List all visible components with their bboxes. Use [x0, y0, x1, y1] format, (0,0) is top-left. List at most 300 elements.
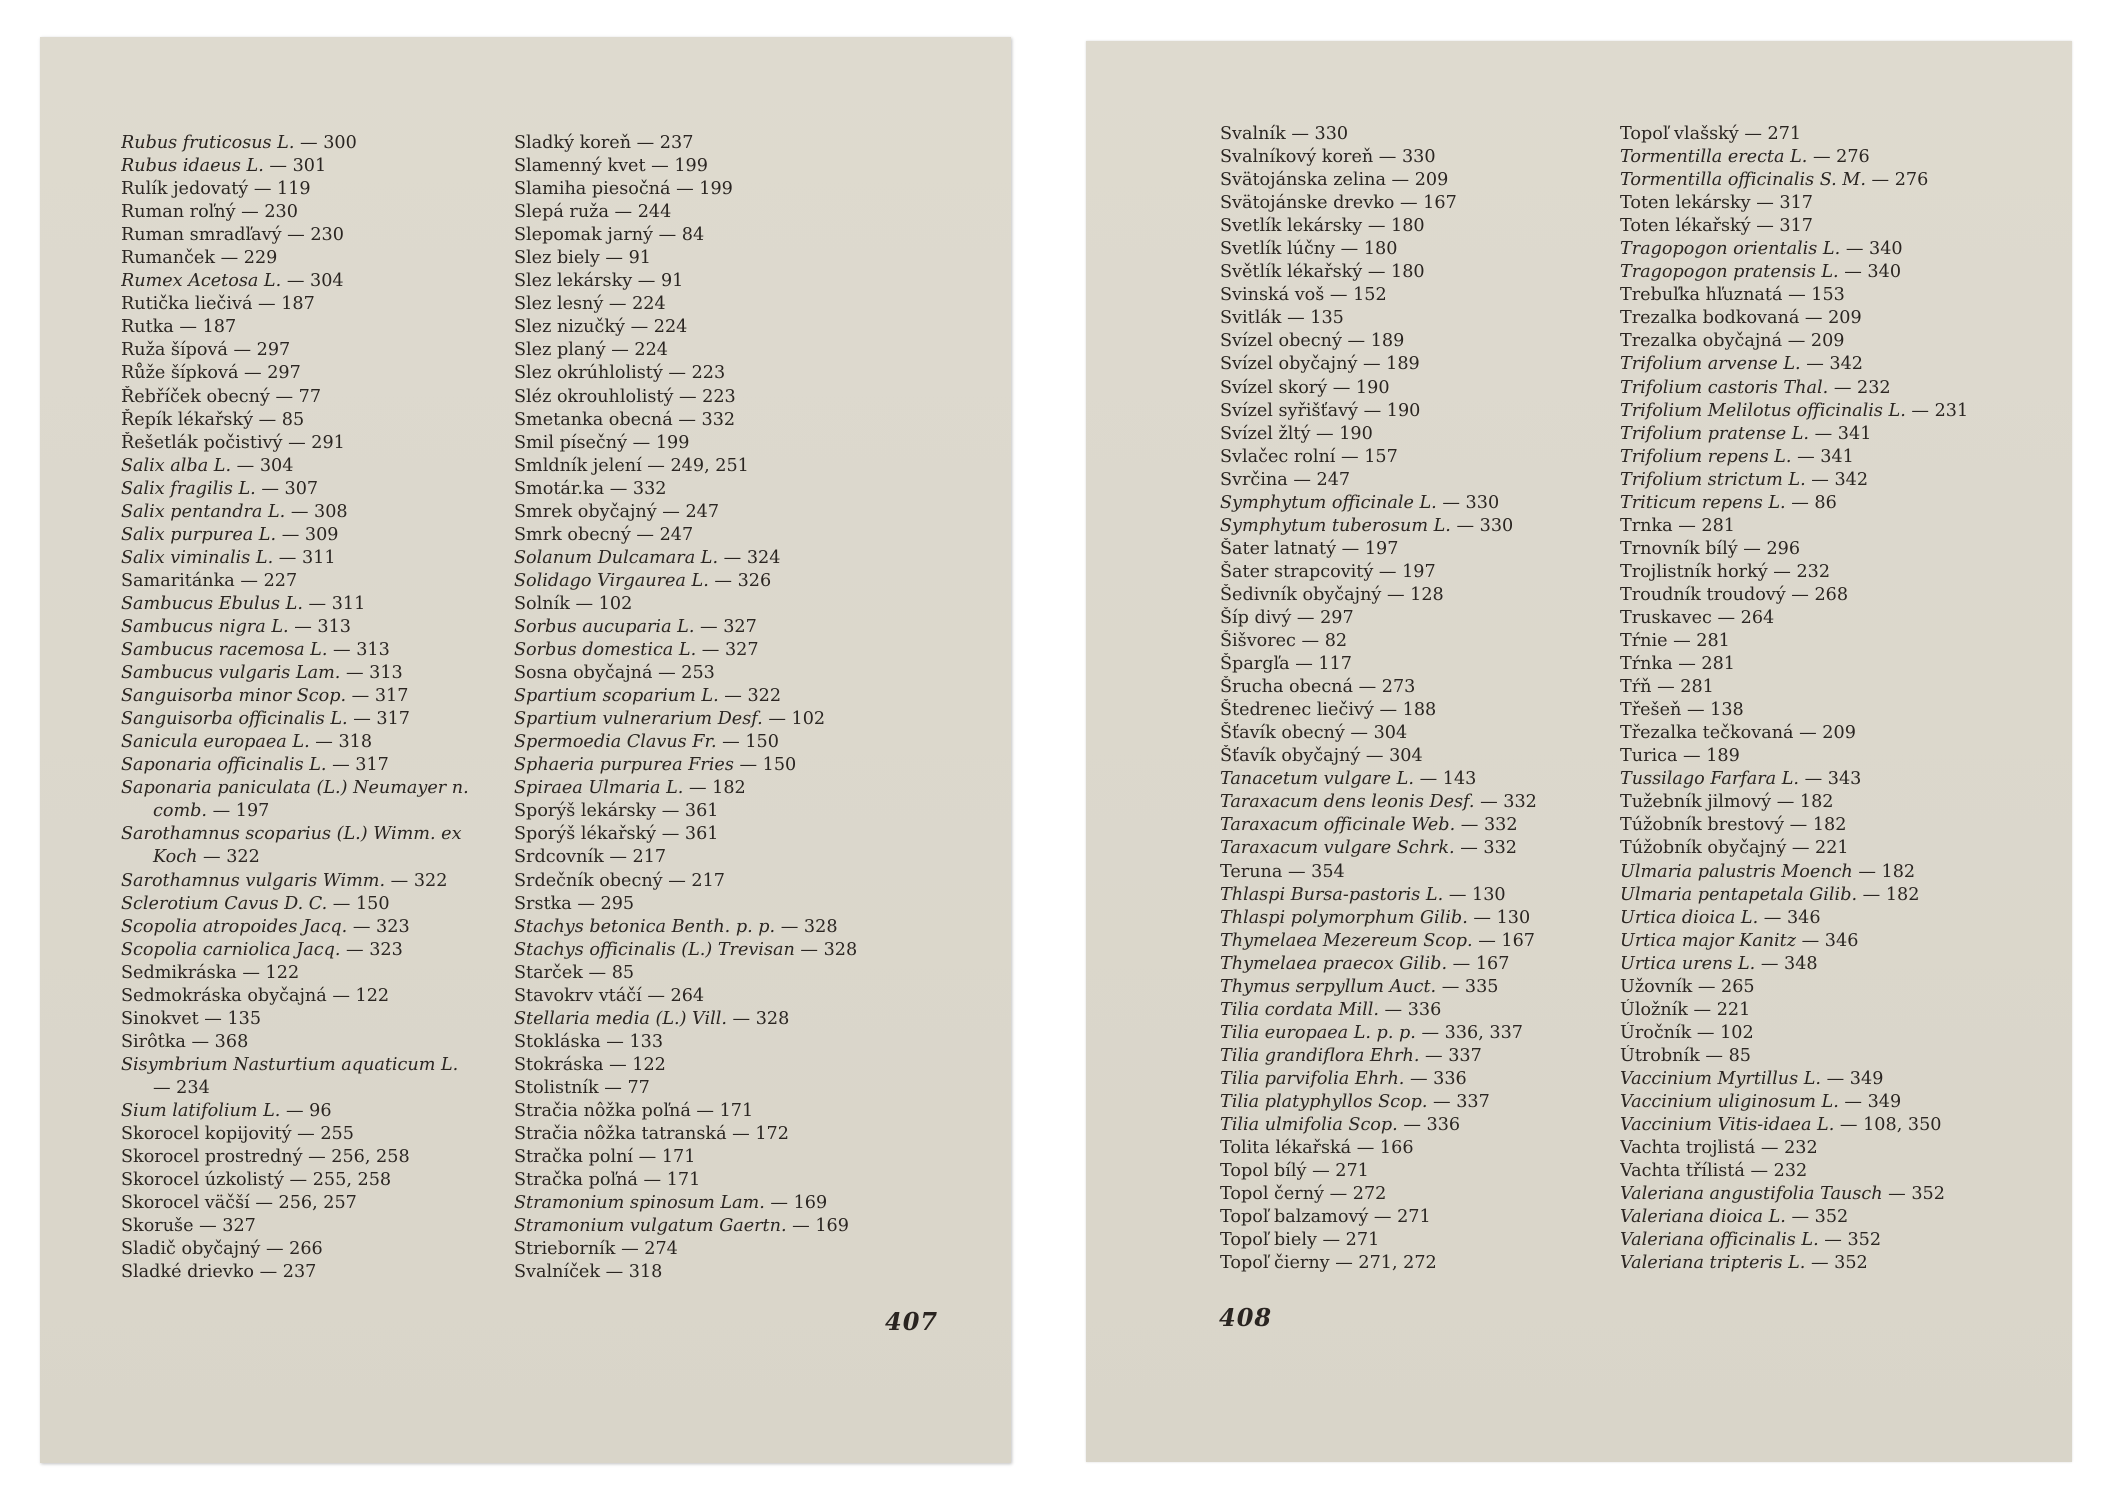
index-entry — [1620, 791, 2065, 814]
entry-page-ref: — 138 — [1686, 700, 1744, 721]
index-entry — [514, 224, 984, 247]
entry-term: Tolita lékařská — [1220, 1138, 1352, 1159]
entry-page-ref: — 130 — [1473, 907, 1531, 928]
entry-page-ref: — 336 — [1403, 1115, 1461, 1136]
index-entry — [1620, 1068, 2065, 1091]
entry-page-ref: — 317 — [1756, 216, 1813, 237]
index-entry — [1620, 492, 2065, 515]
entry-term: Sedmikráska — [121, 962, 237, 983]
entry-term: Svetlík lekársky — [1220, 216, 1363, 237]
entry-term: Sambucus racemosa L. — [121, 640, 328, 661]
entry-term: Růže šípková — [121, 363, 239, 384]
entry-page-ref: — 172 — [732, 1124, 789, 1145]
entry-page-ref: — 313 — [345, 663, 403, 684]
entry-page-ref: — 77 — [604, 1077, 650, 1098]
entry-term: Solidago Virgaurea L. — [514, 570, 709, 591]
index-entry — [121, 1146, 506, 1169]
index-entry — [514, 132, 984, 155]
entry-term: Túžobník brestový — [1620, 815, 1785, 836]
entry-page-ref: — 221 — [1791, 838, 1849, 859]
index-entry — [121, 293, 506, 316]
entry-page-ref: — 223 — [678, 386, 736, 407]
entry-page-ref: — 352 — [1824, 1230, 1882, 1251]
entry-term: Rubus fruticosus L. — [121, 133, 295, 153]
entry-term: Valeriana angustifolia Tausch — [1620, 1184, 1883, 1205]
entry-term: Svrčina — [1220, 469, 1288, 490]
index-entry — [1620, 884, 2065, 907]
index-entry — [1620, 1137, 2065, 1160]
entry-page-ref: — 281 — [1678, 515, 1736, 536]
index-entry — [121, 823, 506, 846]
entry-term: Smldník jelení — [514, 455, 642, 476]
entry-page-ref: — 297 — [244, 363, 301, 384]
index-entry — [121, 1238, 506, 1261]
index-entry — [514, 893, 984, 916]
entry-page-ref: — 180 — [1340, 239, 1398, 260]
entry-page-ref: — 199 — [676, 179, 733, 200]
entry-page-ref: — 281 — [1673, 631, 1730, 652]
entry-page-ref: — 133 — [606, 1031, 664, 1052]
entry-term: Trnka — [1620, 515, 1673, 536]
entry-page-ref: — 336, 337 — [1421, 1022, 1523, 1043]
index-entry — [1220, 1022, 1610, 1045]
index-entry — [1620, 1206, 2065, 1229]
entry-page-ref: — 332 — [1480, 792, 1537, 813]
index-entry — [1620, 123, 2065, 146]
entry-page-ref: — 271, 272 — [1335, 1253, 1437, 1274]
entry-page-ref: — 266 — [265, 1239, 323, 1260]
index-entry — [514, 731, 984, 754]
index-entry — [1220, 330, 1610, 353]
entry-page-ref: — 308 — [290, 501, 348, 522]
entry-term: Sladký koreň — [514, 133, 632, 153]
entry-term: Šrucha obecná — [1220, 677, 1354, 698]
entry-term: Troudník troudový — [1620, 584, 1786, 605]
entry-page-ref: — 187 — [179, 317, 237, 338]
index-entry — [514, 985, 984, 1008]
index-entry — [1220, 907, 1610, 930]
entry-page-ref: — 117 — [1295, 654, 1352, 675]
entry-page-ref: — 96 — [285, 1100, 332, 1121]
index-column-right-2 — [1620, 123, 2065, 1275]
entry-page-ref: — 342 — [1806, 354, 1864, 375]
index-entry — [514, 823, 984, 846]
entry-page-ref: — 256, 257 — [255, 1193, 357, 1214]
index-entry — [121, 339, 506, 362]
index-entry — [514, 316, 984, 339]
index-entry — [1220, 791, 1610, 814]
entry-term: Sisymbrium Nasturtium aquaticum L. — [121, 1054, 459, 1075]
index-entry — [1620, 1091, 2065, 1114]
entry-term: Vaccinium Myrtillus L. — [1620, 1068, 1822, 1089]
entry-term: Stachys betonica Benth. p. p. — [514, 916, 776, 937]
index-entry — [514, 409, 984, 432]
entry-term: Sorbus aucuparia L. — [514, 616, 695, 637]
entry-term: Solanum Dulcamara L. — [514, 547, 719, 568]
index-entry — [121, 524, 506, 547]
index-entry — [1220, 192, 1610, 215]
entry-page-ref: — 217 — [609, 847, 667, 868]
entry-page-ref: — 247 — [1293, 469, 1351, 490]
entry-page-ref: — 232 — [1833, 377, 1891, 398]
index-entry — [121, 893, 506, 916]
index-entry — [1220, 607, 1610, 630]
entry-term: Tussilago Farfara L. — [1620, 769, 1799, 790]
entry-term: Tormentilla officinalis S. M. — [1620, 170, 1866, 191]
entry-page-ref: — 300 — [300, 133, 357, 153]
entry-page-ref: — 82 — [1301, 631, 1348, 652]
entry-page-ref: — 317 — [353, 709, 410, 730]
index-entry — [121, 1077, 506, 1100]
entry-term: Solník — [514, 593, 570, 614]
entry-page-ref: — 330 — [1456, 515, 1514, 536]
index-entry — [1220, 538, 1610, 561]
index-entry — [1620, 169, 2065, 192]
entry-term: Rumex Acetosa L. — [121, 271, 282, 292]
index-entry — [514, 639, 984, 662]
entry-term: Tilia europaea L. p. p. — [1220, 1022, 1416, 1043]
index-entry — [1620, 722, 2065, 745]
entry-page-ref: — 232 — [1773, 561, 1831, 582]
entry-term: Symphytum tuberosum L. — [1220, 515, 1451, 536]
entry-page-ref: — 199 — [651, 156, 708, 177]
entry-term: Úročník — [1620, 1022, 1692, 1043]
entry-term: Tilia platyphyllos Scop. — [1220, 1091, 1428, 1112]
entry-page-ref: — 247 — [636, 524, 694, 545]
index-entry — [121, 155, 506, 178]
entry-term: Trnovník bílý — [1620, 538, 1738, 559]
entry-term: Sarothamnus scoparius (L.) Wimm. ex — [121, 824, 462, 845]
entry-term: Topoľ biely — [1220, 1230, 1317, 1251]
entry-term: Špargľa — [1220, 654, 1290, 675]
entry-page-ref: — 171 — [638, 1147, 696, 1168]
entry-page-ref: — 182 — [1862, 884, 1920, 905]
entry-page-ref: — 150 — [739, 755, 797, 776]
entry-page-ref: — 91 — [605, 248, 651, 269]
index-entry — [121, 432, 506, 455]
index-entry — [121, 846, 506, 869]
entry-page-ref: — 157 — [1341, 446, 1398, 467]
index-entry — [1220, 676, 1610, 699]
entry-term: Vaccinium Vitis-idaea L. — [1620, 1115, 1835, 1136]
entry-page-ref: — 223 — [668, 363, 726, 384]
index-entry — [121, 1054, 506, 1077]
entry-page-ref: — 230 — [241, 202, 298, 223]
index-entry — [514, 455, 984, 478]
index-entry — [121, 1261, 506, 1284]
index-entry — [1220, 999, 1610, 1022]
index-entry — [1220, 699, 1610, 722]
entry-term: Stellaria media (L.) Vill. — [514, 1008, 727, 1029]
entry-page-ref: — 349 — [1826, 1068, 1884, 1089]
entry-term: Třezalka tečkovaná — [1620, 723, 1794, 744]
index-entry — [1620, 192, 2065, 215]
entry-term: Srstka — [514, 893, 572, 914]
entry-term: Stračka polní — [514, 1147, 634, 1168]
index-entry — [514, 155, 984, 178]
index-entry — [1620, 561, 2065, 584]
entry-page-ref: — 167 — [1452, 953, 1510, 974]
entry-term: Skorocel väčší — [121, 1193, 250, 1214]
entry-page-ref: — 232 — [1760, 1138, 1818, 1159]
entry-term: Tilia ulmifolia Scop. — [1220, 1115, 1398, 1136]
entry-term: Sanicula europaea L. — [121, 732, 310, 753]
index-entry — [514, 1238, 984, 1261]
entry-term: Trebuľka hľuznatá — [1620, 285, 1783, 306]
entry-page-ref: — 152 — [1329, 285, 1387, 306]
entry-term: Salix viminalis L. — [121, 547, 274, 568]
entry-term: Trezalka obyčajná — [1620, 331, 1783, 352]
index-entry — [1620, 330, 2065, 353]
entry-term: Řepík lékařský — [121, 409, 254, 430]
index-entry — [514, 570, 984, 593]
entry-page-ref: — 77 — [275, 386, 322, 407]
entry-page-ref: — 150 — [332, 893, 390, 914]
entry-page-ref: — 182 — [1789, 815, 1847, 836]
entry-page-ref: — 255, 258 — [289, 1170, 392, 1191]
entry-page-ref: — 169 — [770, 1193, 828, 1214]
index-entry — [121, 270, 506, 293]
index-entry — [514, 178, 984, 201]
entry-page-ref: — 322 — [203, 847, 260, 868]
index-entry — [1620, 607, 2065, 630]
entry-term: Trezalka bodkovaná — [1620, 308, 1800, 329]
index-entry — [121, 1100, 506, 1123]
entry-term: Skorocel prostredný — [121, 1147, 303, 1168]
index-entry — [1620, 146, 2065, 169]
index-entry — [514, 1077, 984, 1100]
entry-page-ref: — 327 — [199, 1216, 256, 1237]
entry-term: Stramonium spinosum Lam. — [514, 1193, 765, 1214]
entry-term: Skorocel kopijovitý — [121, 1124, 292, 1145]
entry-term: Thlaspi Bursa-pastoris L. — [1220, 884, 1444, 905]
index-entry — [1620, 515, 2065, 538]
index-entry — [1220, 1091, 1610, 1114]
entry-term: Samaritánka — [121, 570, 235, 591]
entry-term: Thymelaea praecox Gilib. — [1220, 953, 1448, 974]
entry-term: Řebříček obecný — [121, 386, 270, 407]
entry-term: Taraxacum dens leonis Desf. — [1220, 792, 1475, 813]
index-entry — [1620, 837, 2065, 860]
index-entry — [514, 478, 984, 501]
index-entry — [1620, 1160, 2065, 1183]
index-entry — [1620, 976, 2065, 999]
index-entry — [1220, 884, 1610, 907]
index-entry — [1620, 423, 2065, 446]
entry-page-ref: — 102 — [1696, 1022, 1754, 1043]
entry-page-ref: — 342 — [1811, 469, 1869, 490]
entry-page-ref: — 188 — [1379, 700, 1437, 721]
entry-term: Saponaria officinalis L. — [121, 755, 327, 776]
index-column-left-2 — [514, 132, 984, 1284]
entry-page-ref: — 122 — [242, 962, 300, 983]
index-entry — [1620, 400, 2065, 423]
index-entry — [1620, 814, 2065, 837]
entry-page-ref: — 296 — [1743, 538, 1801, 559]
entry-term: Ulmaria pentapetala Gilib. — [1620, 884, 1858, 905]
entry-term: Svalníkový koreň — [1220, 147, 1374, 168]
entry-page-ref: — 304 — [236, 455, 294, 476]
index-entry — [1220, 469, 1610, 492]
entry-page-ref: — 189 — [1347, 331, 1405, 352]
index-column-right-1 — [1220, 123, 1610, 1275]
entry-term: Tužebník jilmový — [1620, 792, 1772, 813]
index-entry — [121, 570, 506, 593]
entry-term: Sporýš lekársky — [514, 801, 657, 822]
entry-term: Túžobník obyčajný — [1620, 838, 1787, 859]
entry-page-ref: — 84 — [658, 225, 705, 246]
entry-page-ref: — 332 — [1460, 815, 1518, 836]
index-entry — [514, 339, 984, 362]
entry-page-ref: — 313 — [333, 640, 390, 661]
index-entry — [1620, 238, 2065, 261]
index-entry — [1220, 1229, 1610, 1252]
index-entry — [514, 1031, 984, 1054]
index-entry — [121, 593, 506, 616]
entry-term: Třešeň — [1620, 700, 1682, 721]
index-entry — [1220, 1252, 1610, 1275]
index-entry — [1620, 768, 2065, 791]
index-entry — [1620, 353, 2065, 376]
entry-page-ref: — 227 — [240, 570, 298, 591]
entry-page-ref: — 311 — [308, 593, 366, 614]
entry-page-ref: — 85 — [258, 409, 305, 430]
entry-page-ref: — 326 — [714, 570, 772, 591]
entry-term: Svízel syřišťavý — [1220, 400, 1358, 421]
entry-page-ref: — 327 — [701, 640, 759, 661]
entry-term: Saponaria paniculata (L.) Neumayer n. — [121, 778, 469, 799]
index-entry — [1620, 861, 2065, 884]
index-entry — [121, 362, 506, 385]
entry-page-ref: — 328 — [732, 1008, 790, 1029]
index-entry — [1220, 630, 1610, 653]
entry-page-ref: — 332 — [678, 409, 736, 430]
entry-page-ref: — 180 — [1367, 216, 1425, 237]
index-entry — [514, 247, 984, 270]
index-entry — [1220, 837, 1610, 860]
index-entry — [1220, 722, 1610, 745]
entry-term: Svalníček — [514, 1262, 600, 1283]
index-entry — [514, 501, 984, 524]
entry-page-ref: — 190 — [1363, 400, 1421, 421]
entry-page-ref: — 341 — [1814, 423, 1872, 444]
entry-page-ref: — 182 — [688, 778, 746, 799]
entry-term: Thlaspi polymorphum Gilib. — [1220, 907, 1468, 928]
entry-term: Šťavík obyčajný — [1220, 746, 1361, 767]
entry-term: Starček — [514, 962, 583, 983]
entry-term: Urtica major Kanitz — [1620, 930, 1797, 951]
entry-term: Ruman roľný — [121, 202, 236, 223]
index-entry — [1220, 930, 1610, 953]
entry-page-ref: — 352 — [1791, 1207, 1849, 1228]
entry-term: Stračia nôžka tatranská — [514, 1124, 727, 1145]
entry-term: Smetanka obecná — [514, 409, 673, 430]
entry-page-ref: — 229 — [220, 248, 278, 269]
entry-term: Valeriana dioica L. — [1620, 1207, 1786, 1228]
index-entry — [121, 777, 506, 800]
entry-term: Sium latifolium L. — [121, 1100, 281, 1121]
index-entry — [121, 916, 506, 939]
index-entry — [121, 1192, 506, 1215]
index-entry — [1620, 699, 2065, 722]
entry-term: Spartium vulnerarium Desf. — [514, 709, 763, 730]
entry-term: Řešetlák počistivý — [121, 432, 283, 453]
entry-term: Svízel obecný — [1220, 331, 1342, 352]
entry-term: Smrk obecný — [514, 524, 631, 545]
index-entry — [514, 708, 984, 731]
index-entry — [121, 731, 506, 754]
index-entry — [1620, 999, 2065, 1022]
entry-page-ref: — 304 — [286, 271, 344, 292]
index-entry — [1220, 515, 1610, 538]
entry-term: Spermoedia Clavus Fr. — [514, 732, 717, 753]
entry-page-ref: — 86 — [1791, 492, 1837, 513]
entry-term: Tŕnka — [1620, 654, 1673, 675]
entry-term: Tormentilla erecta L. — [1620, 147, 1808, 168]
entry-page-ref: — 197 — [1341, 538, 1399, 559]
index-entry — [121, 708, 506, 731]
index-entry — [121, 1008, 506, 1031]
entry-term: Topoľ čierny — [1220, 1253, 1330, 1274]
index-entry — [121, 132, 506, 155]
index-entry — [1620, 1114, 2065, 1137]
entry-page-ref: — 295 — [577, 893, 635, 914]
index-entry — [1220, 123, 1610, 146]
index-entry — [1220, 953, 1610, 976]
entry-page-ref: — 368 — [191, 1031, 249, 1052]
entry-term: Vachta trojlistá — [1620, 1138, 1756, 1159]
index-entry — [1220, 1183, 1610, 1206]
entry-term: Tragopogon orientalis L. — [1620, 239, 1841, 260]
entry-page-ref: — 197 — [1378, 561, 1436, 582]
entry-page-ref: — 224 — [630, 317, 688, 338]
index-entry — [121, 662, 506, 685]
entry-term: Sinokvet — [121, 1008, 199, 1029]
entry-page-ref: — 281 — [1657, 677, 1714, 698]
entry-page-ref: — 153 — [1788, 285, 1845, 306]
index-entry — [121, 224, 506, 247]
entry-page-ref: — 150 — [722, 732, 779, 753]
entry-page-ref: — 352 — [1888, 1184, 1945, 1205]
entry-term: Svätojánske drevko — [1220, 193, 1395, 214]
index-entry — [1220, 768, 1610, 791]
index-entry — [514, 777, 984, 800]
entry-term: Rutička liečivá — [121, 294, 253, 315]
index-entry — [1620, 1022, 2065, 1045]
index-entry — [514, 293, 984, 316]
entry-term: Triticum repens L. — [1620, 492, 1786, 513]
index-entry — [1220, 584, 1610, 607]
index-entry — [121, 962, 506, 985]
index-entry — [514, 593, 984, 616]
entry-term: Sladič obyčajný — [121, 1239, 261, 1260]
entry-page-ref: — 180 — [1367, 262, 1425, 283]
entry-page-ref: — 221 — [1693, 999, 1751, 1020]
index-entry — [514, 524, 984, 547]
entry-term: Slepá ruža — [514, 202, 609, 223]
entry-page-ref: — 335 — [1441, 976, 1499, 997]
entry-page-ref: — 349 — [1844, 1091, 1902, 1112]
entry-page-ref: — 237 — [259, 1262, 317, 1283]
entry-page-ref: — 322 — [724, 686, 782, 707]
entry-term: Stokráska — [514, 1054, 604, 1075]
entry-term: Salix purpurea L. — [121, 524, 277, 545]
entry-term: Turica — [1620, 746, 1678, 767]
entry-term: Stramonium vulgatum Gaertn. — [514, 1216, 787, 1237]
entry-term: Ulmaria palustris Moench — [1620, 861, 1853, 882]
index-entry — [1620, 1183, 2065, 1206]
entry-term: Topol bílý — [1220, 1161, 1307, 1182]
